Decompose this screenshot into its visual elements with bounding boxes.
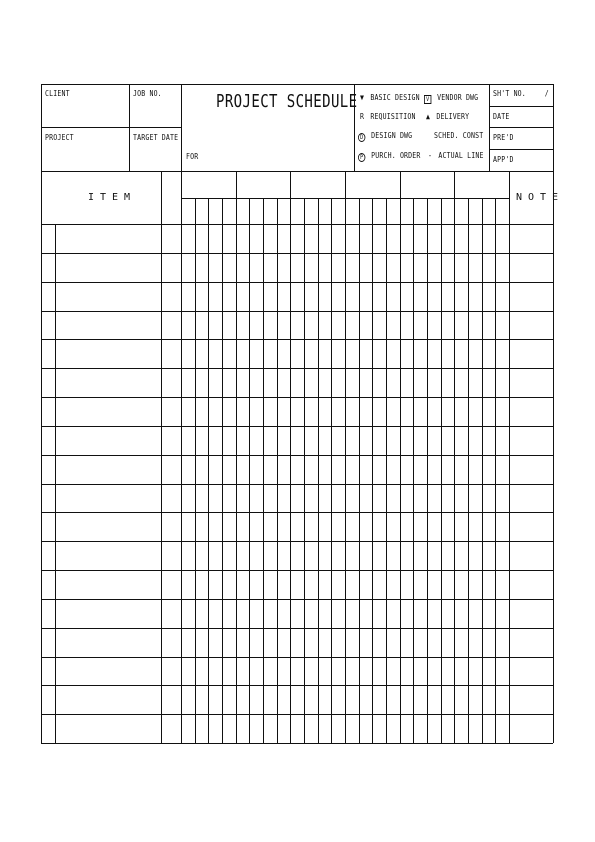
legend-actual-line: - ACTUAL LINE [426, 151, 484, 161]
subcolumn-divider [386, 198, 387, 743]
legend-vendor-dwg: V VENDOR DWG [424, 93, 478, 104]
row-divider [41, 282, 553, 283]
row-divider [41, 339, 553, 340]
row-divider [41, 628, 553, 629]
legend-requisition: R REQUISITION [358, 112, 416, 122]
client-label: CLIENT [45, 89, 70, 98]
subcolumn-divider [331, 198, 332, 743]
row-divider [41, 512, 553, 513]
row-divider [41, 657, 553, 658]
subcolumn-divider [304, 198, 305, 743]
row-divider [41, 368, 553, 369]
row-divider [41, 570, 553, 571]
row-divider [41, 253, 553, 254]
vendor-square-icon: V [424, 95, 431, 104]
border-top [41, 84, 553, 85]
info-divider-1 [489, 106, 553, 107]
up-triangle-icon: ▲ [426, 112, 431, 121]
row-divider [41, 455, 553, 456]
dash-line-icon: - [428, 151, 433, 160]
column-header-bottom [41, 224, 553, 225]
subcolumn-divider [263, 198, 264, 743]
subcolumn-divider [222, 198, 223, 743]
subcolumn-divider [372, 198, 373, 743]
subcolumn-divider [495, 198, 496, 743]
item-column-header: ITEM [88, 192, 137, 203]
row-divider [41, 426, 553, 427]
header-divider-client-project [41, 127, 181, 128]
border-bottom [41, 743, 553, 744]
prepared-label: PRE'D [493, 133, 514, 142]
header-divider-job-title [181, 84, 182, 171]
subcolumn-divider [441, 198, 442, 743]
subcolumn-divider [482, 198, 483, 743]
row-number-column-divider [55, 224, 56, 743]
legend-purch-order: P PURCH. ORDER [358, 151, 421, 162]
row-divider [41, 484, 553, 485]
subcolumn-divider [249, 198, 250, 743]
row-divider [41, 397, 553, 398]
design-circle-icon: D [358, 133, 365, 142]
subcolumn-divider [195, 198, 196, 743]
note-column-header: NOTE [516, 192, 565, 203]
subcolumn-divider [413, 198, 414, 743]
job-no-label: JOB NO. [133, 89, 162, 98]
purchase-circle-icon: P [358, 153, 365, 162]
row-divider [41, 599, 553, 600]
row-divider [41, 685, 553, 686]
header-bottom-line [41, 171, 553, 172]
approved-label: APP'D [493, 155, 514, 164]
info-divider-3 [489, 149, 553, 150]
subcolumn-divider [359, 198, 360, 743]
subcolumn-divider [277, 198, 278, 743]
row-divider [41, 714, 553, 715]
border-right [553, 84, 554, 743]
border-left [41, 84, 42, 743]
sheet-no-label: SH'T NO. / [493, 89, 549, 98]
legend-basic-design: ▼ BASIC DESIGN [358, 93, 420, 103]
date-label: DATE [493, 112, 510, 121]
legend-design-dwg: D DESIGN DWG [358, 131, 412, 142]
row-divider [41, 311, 553, 312]
row-divider [41, 541, 553, 542]
subcolumn-divider [468, 198, 469, 743]
subcolumn-divider [427, 198, 428, 743]
page-title: PROJECT SCHEDULE [216, 91, 358, 112]
down-triangle-icon: ▼ [360, 93, 365, 102]
subcolumn-divider [318, 198, 319, 743]
project-label: PROJECT [45, 133, 74, 142]
header-divider-title-legend [354, 84, 355, 171]
info-divider-2 [489, 127, 553, 128]
subcolumn-divider [208, 198, 209, 743]
requisition-r-icon: R [360, 112, 365, 121]
for-label: FOR [186, 152, 199, 161]
legend-sched-const: SCHED. CONST [434, 131, 484, 140]
legend-delivery: ▲ DELIVERY [424, 112, 469, 122]
target-date-label: TARGET DATE [133, 133, 179, 142]
